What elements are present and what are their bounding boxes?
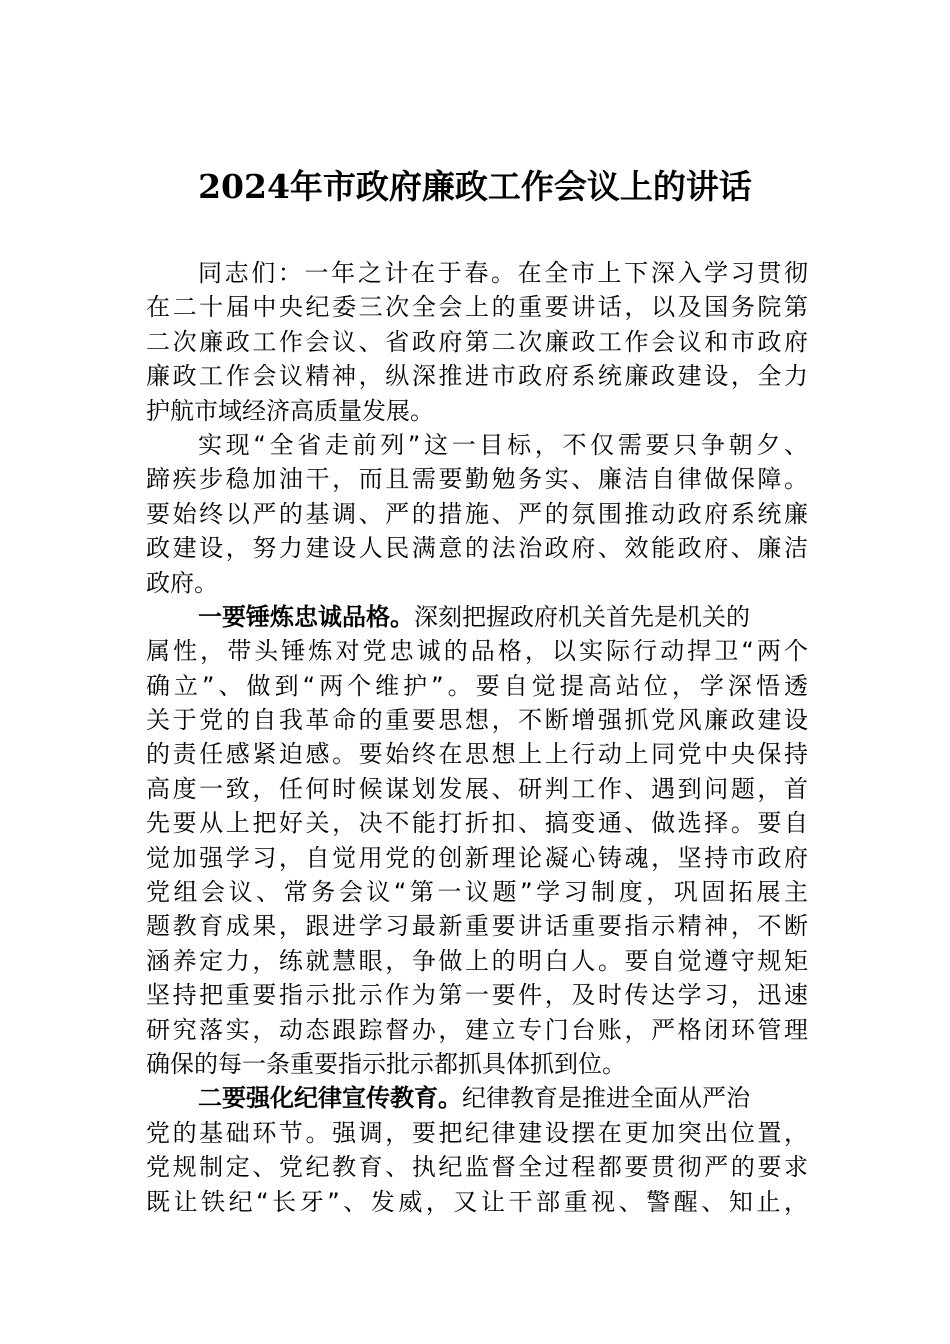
paragraph-line: 实现“全省走前列”这一目标，不仅需要只争朝夕、: [198, 430, 808, 459]
paragraph-line: 题教育成果，跟进学习最新重要讲话重要指示精神，不断: [146, 912, 808, 941]
paragraph-line: 涵养定力，练就慧眼，争做上的明白人。要自觉遵守规矩: [146, 946, 808, 975]
document-body: [146, 256, 808, 1219]
paragraph-line: 觉加强学习，自觉用党的创新理论凝心铸魂，坚持市政府: [146, 843, 808, 872]
paragraph-first-line: [146, 600, 808, 634]
paragraph-line: 确保的每一条重要指示批示都抓具体抓到位。: [146, 1049, 626, 1078]
paragraph-line: 既让铁纪“长牙”、发威，又让干部重视、警醒、知止，: [146, 1187, 808, 1216]
paragraph-line: 党组会议、常务会议“第一议题”学习制度，巩固拓展主: [146, 878, 808, 907]
paragraph-line: 政府。: [146, 568, 218, 597]
paragraph-line: 廉政工作会议精神，纵深推进市政府系统廉政建设，全力: [146, 362, 808, 391]
paragraph-line: 政建设，努力建设人民满意的法治政府、效能政府、廉洁: [146, 534, 808, 563]
paragraph-line: 党规制定、党纪教育、执纪监督全过程都要贯彻严的要求: [146, 1153, 808, 1182]
paragraph-line: 属性，带头锤炼对党忠诚的品格，以实际行动捍卫“两个: [146, 637, 808, 666]
paragraph-line: 蹄疾步稳加油干，而且需要勤勉务实、廉洁自律做保障。: [146, 465, 808, 494]
paragraph-line: 党的基础环节。强调，要把纪律建设摆在更加突出位置，: [146, 1118, 808, 1147]
paragraph-line: 研究落实，动态跟踪督办，建立专门台账，严格闭环管理: [146, 1015, 808, 1044]
paragraph-line: 坚持把重要指示批示作为第一要件，及时传达学习，迅速: [146, 981, 808, 1010]
paragraph-line: 纪律教育是推进全面从严治: [462, 1084, 750, 1113]
paragraph-line: 二次廉政工作会议、省政府第二次廉政工作会议和市政府: [146, 327, 808, 356]
paragraph-line: 的责任感紧迫感。要始终在思想上上行动上同党中央保持: [146, 740, 808, 769]
document-title: 2024年市政府廉政工作会议上的讲话: [198, 167, 752, 206]
paragraph-first-line: [146, 1081, 808, 1115]
paragraph-line: 在二十届中央纪委三次全会上的重要讲话，以及国务院第: [146, 293, 808, 322]
paragraph-2: [146, 428, 808, 600]
paragraph-4: [146, 1081, 808, 1219]
paragraph-line: 先要从上把好关，决不能打折扣、搞变通、做选择。要自: [146, 809, 808, 838]
paragraph-1: [146, 256, 808, 428]
paragraph-line: 要始终以严的基调、严的措施、严的氛围推动政府系统廉: [146, 499, 808, 528]
paragraph-line: 深刻把握政府机关首先是机关的: [414, 602, 750, 631]
paragraph-line: 关于党的自我革命的重要思想，不断增强抓党风廉政建设: [146, 706, 808, 735]
paragraph-line: 高度一致，任何时候谋划发展、研判工作、遇到问题，首: [146, 774, 808, 803]
paragraph-line: 确立”、做到“两个维护”。要自觉提高站位，学深悟透: [146, 671, 808, 700]
paragraph-3: [146, 600, 808, 1081]
section-heading: 一要锤炼忠诚品格。: [198, 602, 414, 631]
paragraph-line: 护航市域经济高质量发展。: [146, 396, 434, 425]
paragraph-line: 同志们：一年之计在于春。在全市上下深入学习贯彻: [198, 259, 808, 287]
section-heading: 二要强化纪律宣传教育。: [198, 1084, 462, 1113]
